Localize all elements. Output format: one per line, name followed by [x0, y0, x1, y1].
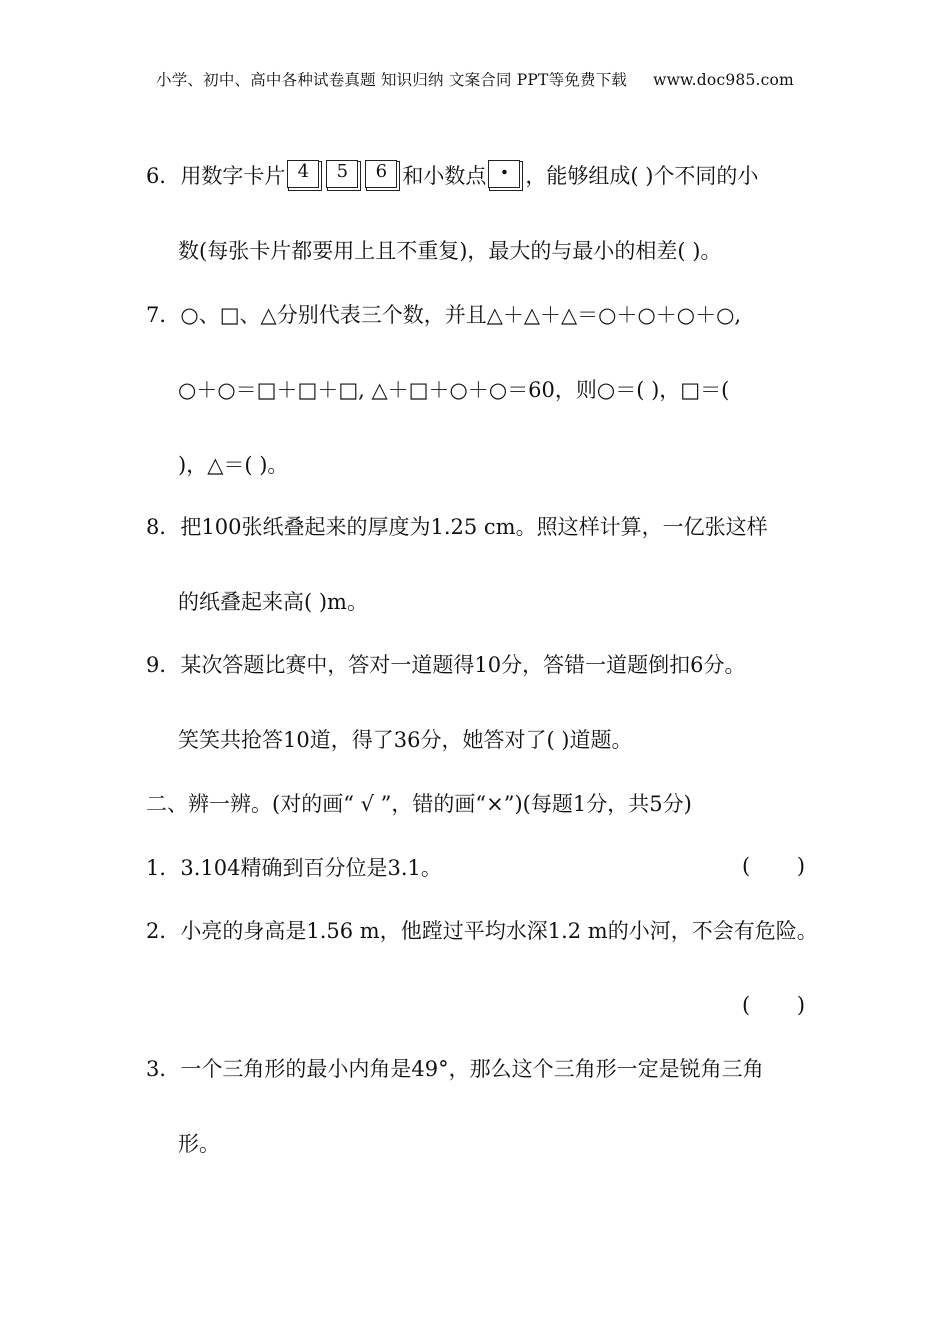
page-header [0, 68, 950, 90]
judge-3-text: 一个三角形的最小内角是49°，那么这个三角形一定是锐角三角 [180, 1057, 764, 1081]
question-7-line-3: )，△＝( )。 [178, 453, 289, 477]
judge-3-number: 3． [146, 1057, 181, 1081]
digit-card-5 [326, 160, 358, 188]
digit-card-label: 4 [297, 161, 310, 182]
judge-1-text: 3.104精确到百分位是3.1。 [180, 856, 442, 880]
judge-1-answer-parens[interactable]: ( ) [742, 854, 806, 878]
decimal-point-label: . [500, 151, 509, 180]
question-7-line-2: ○＋○＝□＋□＋□, △＋□＋○＋○＝60，则○＝( )，□＝( [178, 378, 730, 402]
question-8-number: 8． [146, 515, 181, 539]
digit-card-label: 6 [375, 161, 388, 182]
header-site: www.doc985.com [653, 71, 794, 89]
question-6-number: 6． [146, 164, 181, 188]
judge-3-line-1 [146, 1055, 764, 1083]
question-8-text: 把100张纸叠起来的厚度为1.25 cm。照这样计算，一亿张这样 [180, 515, 768, 539]
question-9-number: 9． [146, 653, 181, 677]
decimal-point-card [488, 151, 520, 188]
question-7-number: 7． [146, 303, 181, 327]
question-6-text-b: 和小数点 [402, 164, 487, 188]
question-7-line-1 [146, 301, 741, 329]
header-text: 小学、初中、高中各种试卷真题 知识归纳 文案合同 PPT等免费下载 [156, 71, 628, 89]
question-8-line-1 [146, 513, 768, 541]
digit-card-label: 5 [336, 161, 349, 182]
judge-2-text: 小亮的身高是1.56 m，他蹚过平均水深1.2 m的小河，不会有危险。 [180, 919, 818, 943]
digit-card-4 [287, 160, 319, 188]
section-2-title: 二、辨一辨。(对的画“ √ ”，错的画“×”)(每题1分，共5分) [146, 792, 692, 816]
question-9-line-2: 笑笑共抢答10道，得了36分，她答对了( )道题。 [178, 728, 633, 752]
question-9-line-1 [146, 651, 745, 679]
question-7-text: ○、□、△分别代表三个数，并且△＋△＋△＝○＋○＋○＋○, [180, 303, 742, 327]
judge-1-line [146, 854, 442, 882]
judge-1-number: 1． [146, 856, 181, 880]
judge-2-number: 2． [146, 919, 181, 943]
question-6-line-2: 数(每张卡片都要用上且不重复)，最大的与最小的相差( )。 [178, 239, 722, 263]
digit-card-6 [365, 160, 397, 188]
judge-2-line [146, 917, 818, 945]
question-8-line-2: 的纸叠起来高( )m。 [178, 590, 368, 614]
question-6-line-1 [146, 151, 759, 190]
question-6-text-a: 用数字卡片 [180, 164, 286, 188]
question-6-text-c: ，能够组成( )个不同的小 [525, 164, 759, 188]
judge-2-answer-parens[interactable]: ( ) [742, 993, 806, 1017]
judge-3-line-2: 形。 [178, 1132, 220, 1156]
question-9-text: 某次答题比赛中，答对一道题得10分，答错一道题倒扣6分。 [180, 653, 746, 677]
